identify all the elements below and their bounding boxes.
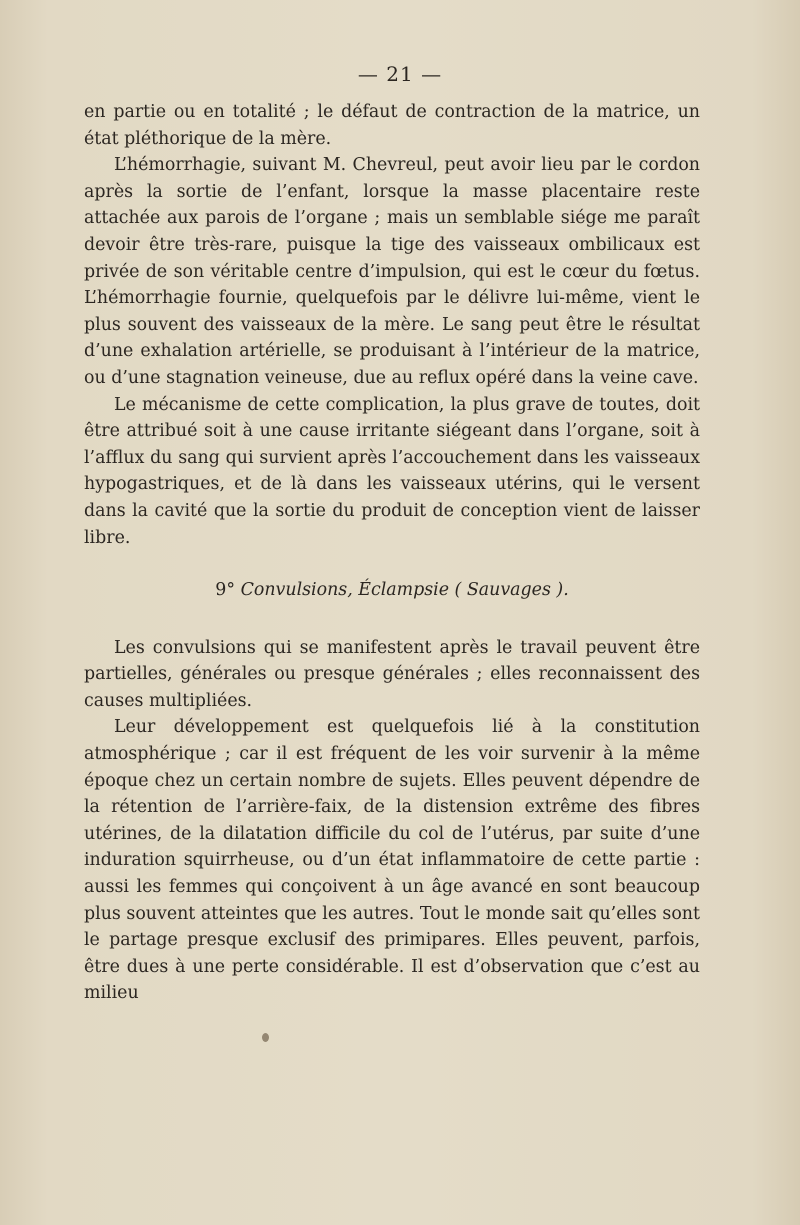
paragraph-4: Les convulsions qui se manifestent après le travail peuvent être partielles, générales ou presque générales ; elles reconnaissent des causes multipliées.	[84, 637, 700, 711]
ink-speck	[262, 1033, 269, 1042]
section-number: 9°	[215, 580, 236, 601]
section-title-text: Convulsions, Éclampsie ( Sauvages ).	[240, 580, 569, 601]
paragraph-1: en partie ou en totalité ; le défaut de contraction de la matrice, un état pléthorique de la mère.	[84, 102, 700, 149]
paragraph-3: Le mécanisme de cette complication, la plus grave de toutes, doit être attribué soit à une cause irritante siégeant dans l’organe, soit à l’afflux du sang qui survient après l’accouchement dans les vaisseaux hypogastriques, et de là dans les vaisseaux utérins, qui le versent dans la cavité que la sortie du produit de conception vient de laisser libre.	[84, 394, 700, 548]
paragraph-5: Leur développement est quelquefois lié à la constitution atmosphérique ; car il est fréquent de les voir survenir à la même époque chez un certain nombre de sujets. Elles peuvent dépendre de la rétention de l’arrière-faix, de la distension extrême des fibres utérines, de la dilatation difficile du col de l’utérus, par suite d’une induration squirrheuse, ou d’un état inflammatoire de cette partie : aussi les femmes qui conçoivent à un âge avancé en sont beaucoup plus souvent atteintes que les autres. Tout le monde sait qu’elles sont le partage presque exclusif des primipares. Elles peuvent, parfois, être dues à une perte considérable. Il est d’observation que c’est au milieu	[84, 717, 700, 1004]
section-heading	[84, 577, 700, 604]
body-text	[84, 99, 700, 1007]
paragraph-2: L’hémorrhagie, suivant M. Chevreul, peut avoir lieu par le cordon après la sortie de l’enfant, lorsque la masse placentaire reste attachée aux parois de l’organe ; mais un semblable siége me paraît devoir être très-rare, puisque la tige des vaisseaux ombilicaux est privée de son véritable centre d’impulsion, qui est le cœur du fœtus. L’hémorrhagie fournie, quelquefois par le délivre lui-même, vient le plus souvent des vaisseaux de la mère. Le sang peut être le résultat d’une exhalation artérielle, se produisant à l’intérieur de la matrice, ou d’une stagnation veineuse, due au reflux opéré dans la veine cave.	[84, 155, 700, 388]
page-number: — 21 —	[357, 62, 443, 86]
